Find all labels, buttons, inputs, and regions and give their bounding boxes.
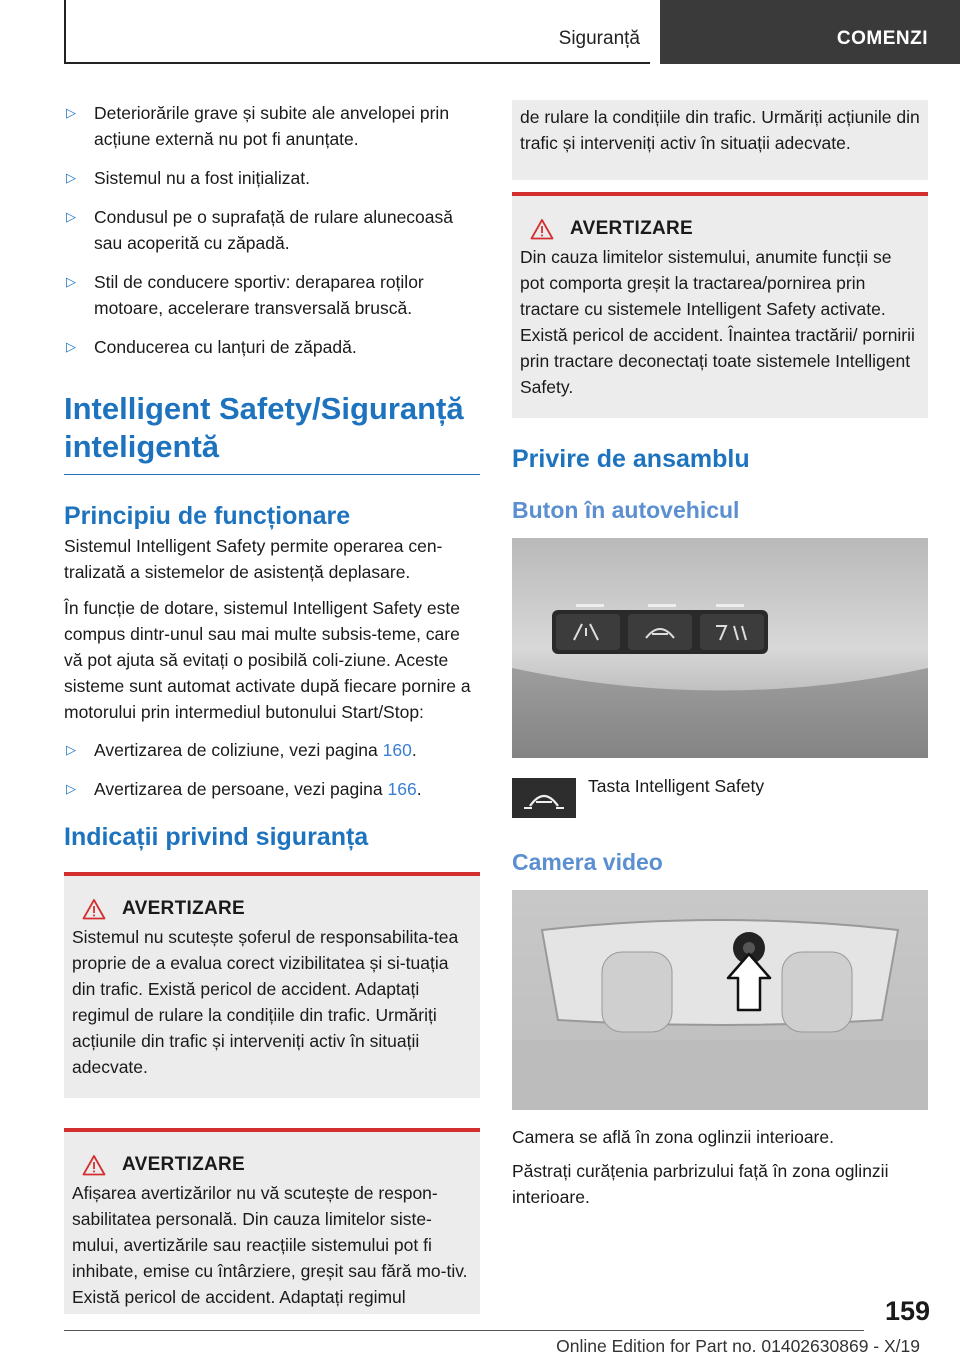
list-item: ▷ Avertizarea de persoane, vezi pagina 166. <box>64 776 480 802</box>
footer-rule <box>64 1330 864 1331</box>
safety-heading: Indicații privind siguranța <box>64 823 369 851</box>
warning-box-2-continued <box>512 100 928 180</box>
camera-heading: Camera video <box>512 849 663 875</box>
header-rule-vertical <box>64 0 66 64</box>
key-legend <box>512 778 928 818</box>
button-panel-illustration <box>512 538 928 758</box>
warning-box-3 <box>512 192 928 418</box>
bullet-triangle-icon: ▷ <box>66 209 76 224</box>
page-link-166[interactable]: 166 <box>387 779 417 799</box>
list-item: ▷ Sistemul nu a fost inițializat. <box>64 165 480 191</box>
left-column <box>64 100 480 1314</box>
warning-box-2 <box>64 1128 480 1314</box>
bullet-triangle-icon: ▷ <box>66 105 76 120</box>
warning-title: AVERTIZARE <box>82 898 472 920</box>
list-item: ▷ Condusul pe o suprafață de rulare alunecoasă sau acoperită cu zăpadă. <box>64 204 480 256</box>
camera-paragraph-1: Camera se află în zona oglinzii interioare. <box>512 1127 834 1147</box>
principle-heading: Principiu de funcționare <box>64 502 351 530</box>
principle-paragraph-1: Sistemul Intelligent Safety permite operarea cen-tralizată a sistemelor de asistență deplasare. <box>64 536 443 582</box>
warning-box-1 <box>64 872 480 1098</box>
overview-heading: Privire de ansamblu <box>512 445 750 473</box>
warning-text-2: Afișarea avertizărilor nu vă scutește de respon-sabilitatea personală. Din cauza limitelor siste-mului, avertizările sau reacțiile sistemului pot fi inhibate, emise cu întârziere, greșit sau fără mo-tiv. Există pericol de accident. Adaptați regimul <box>72 1183 468 1307</box>
header-rule-horizontal <box>64 62 650 64</box>
right-column <box>512 100 928 1210</box>
key-caption: Tasta Intelligent Safety <box>588 776 765 796</box>
bullet-triangle-icon: ▷ <box>66 339 76 354</box>
camera-illustration <box>512 890 928 1110</box>
list-item: ▷ Stil de conducere sportiv: deraparea roților motoare, accelerare transversală bruscă. <box>64 269 480 321</box>
warning-text-1: Sistemul nu scutește șoferul de responsabilita-tea proprie de a evalua corect vizibilitatea și si-tuația din trafic. Există pericol de accident. Adaptați regimul de rulare la condițiile din trafic. Urmăriți acțiunile din trafic și interveniți activ în situații adecvate. <box>72 927 459 1077</box>
warning-triangle-icon <box>82 898 106 920</box>
camera-photo <box>512 890 928 1110</box>
list-item: ▷ Conducerea cu lanțuri de zăpadă. <box>64 334 480 360</box>
camera-paragraph-2: Păstrați curățenia parbrizului față în zona oglinzii interioare. <box>512 1161 889 1207</box>
principle-paragraph-2: În funcție de dotare, sistemul Intelligent Safety este compus dintr-unul sau mai multe subsis-teme, care vă pot ajuta să evitați o posibilă coli-ziune. Aceste sisteme sunt automat activate după fiecare pornire a motorului prin intermediul butonului Start/Stop: <box>64 598 471 722</box>
button-panel-photo <box>512 538 928 758</box>
bullet-triangle-icon: ▷ <box>66 742 76 757</box>
warning-title: AVERTIZARE <box>530 218 920 240</box>
header-section-title: Siguranță <box>558 28 640 49</box>
page-number: 159 <box>884 1296 930 1326</box>
section-title: Intelligent Safety/Siguranță inteligentă <box>64 390 480 475</box>
warning-triangle-icon <box>82 1154 106 1176</box>
button-heading: Buton în autovehicul <box>512 497 740 523</box>
warning-text-2-continued: de rulare la condițiile din trafic. Urmăriți acțiunile din trafic și interveniți activ în situații adecvate. <box>520 107 920 153</box>
systems-list <box>64 737 480 802</box>
list-item: ▷ Deteriorările grave și subite ale anvelopei prin acțiune externă nu pot fi anunțate. <box>64 100 480 152</box>
header-chapter-tab[interactable]: COMENZI <box>660 0 960 64</box>
list-item: ▷ Avertizarea de coliziune, vezi pagina 160. <box>64 737 480 763</box>
bullet-triangle-icon: ▷ <box>66 170 76 185</box>
conditions-list <box>64 100 480 360</box>
bullet-triangle-icon: ▷ <box>66 274 76 289</box>
warning-triangle-icon <box>530 218 554 240</box>
page-link-160[interactable]: 160 <box>382 740 412 760</box>
intelligent-safety-key-icon <box>512 778 576 818</box>
warning-title: AVERTIZARE <box>82 1154 472 1176</box>
warning-text-3: Din cauza limitelor sistemului, anumite funcții se pot comporta greșit la tractarea/pornirea prin tractare cu sistemele Intelligent Safety activate. Există pericol de accident. Înaintea tractării/ pornirii prin tractare deconectați toate sistemele Intelligent Safety. <box>520 247 915 397</box>
bullet-triangle-icon: ▷ <box>66 781 76 796</box>
footer-edition: Online Edition for Part no. 01402630869 - X/19 <box>556 1336 920 1356</box>
